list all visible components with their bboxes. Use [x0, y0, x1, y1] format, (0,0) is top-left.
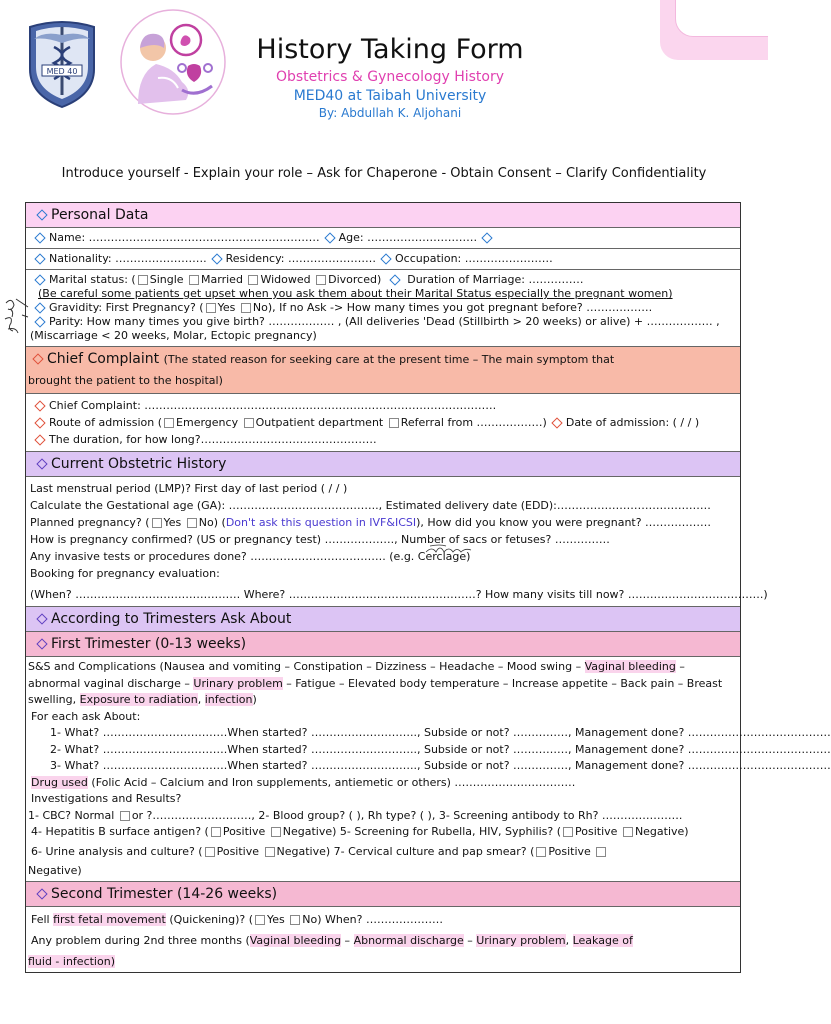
logo-text: MED 40 — [46, 67, 78, 76]
diamond-icon — [34, 274, 45, 285]
diamond-icon — [34, 302, 45, 313]
investigations-label: Investigations and Results? — [31, 792, 182, 805]
gravidity-no-checkbox[interactable] — [241, 303, 251, 313]
section-title: Current Obstetric History — [51, 456, 227, 472]
symptoms-list: S&S and Complications (Nausea and vomiting – Constipation – Dizziness – Headache – Mood swing – Vaginal bleeding – abnormal vaginal discharge – Urinary problem – Fatigue – Elevated body temperature – Increase appetite – Back pain – Breast swelling, Exposure to radiation, infection) — [28, 660, 723, 706]
occupation-field[interactable]: Occupation: …………………… — [395, 252, 553, 265]
diamond-icon — [34, 253, 45, 264]
first-trimester-block: S&S and Complications (Nausea and vomiting – Constipation – Dizziness – Headache – Mood swing – Vaginal bleeding – abnormal vaginal discharge – Urinary problem – Fatigue – Elevated body temperature – Increase appetite – Back pain – Breast swelling, Exposure to radiation, infection) For each ask About: 1- What? …………………………….When started? ……………………….., Subside or not? ……………, Management done? ………………………………… 2- What? …………………………….When started? ……………………….., Subside or not? ……………, Management done? ………………………………… 3- What? …………………………….When started? ……………………….., Subside or not? ……………, Management done? ………………………………… Drug used (Folic Acid – Calcium and Iron supplements, antiemetic or others) …………………………… Investigations and Results? 1- CBC? Normal or ?………………………, 2- Blood group? ( ), Rh type? ( ), 3- Screening antibody to Rh? …………………. 4- Hepatitis B surface antigen? ( Positive Negative) 5- Screening for Rubella, HIV, Syphilis? ( Positive Negative) 6- Urine analysis and culture? ( Positive Negative) 7- Cervical culture and pap smear? ( Positive Negative) — [26, 657, 740, 882]
corner-decoration — [658, 0, 768, 62]
section-title: Personal Data — [51, 207, 149, 223]
quickening-yes-checkbox[interactable] — [255, 915, 265, 925]
urine-positive-checkbox[interactable] — [205, 847, 215, 857]
age-field[interactable]: Age: ………………………… — [338, 231, 478, 244]
diamond-icon — [324, 232, 335, 243]
emergency-checkbox[interactable] — [164, 418, 174, 428]
symptom-item-field[interactable]: 2- What? …………………………….When started? ……………………….., Subside or not? ……………, Management done? ………………………………… — [50, 742, 831, 756]
section-current-obstetric-history — [26, 452, 740, 477]
referral-checkbox[interactable] — [389, 418, 399, 428]
pap-positive-checkbox[interactable] — [536, 847, 546, 857]
author: By: Abdullah K. Aljohani — [318, 106, 462, 120]
chief-complaint-block: Chief Complaint: …………………………………………………………………………………… Route of admission ( Emergency Outpatient department Referral from ………………) Date of admission: ( / / ) The duration, for how long?………………………………………… — [26, 394, 740, 452]
diamond-icon — [36, 613, 47, 624]
investigations-field[interactable]: or ?………………………, 2- Blood group? ( ), Rh type? ( ), 3- Screening antibody to Rh? …………………. — [131, 808, 683, 822]
name-age-row — [26, 228, 740, 249]
duration-field[interactable]: The duration, for how long?………………………………………… — [49, 433, 377, 446]
quickening-no-checkbox[interactable] — [290, 915, 300, 925]
second-trimester-block: Fell first fetal movement (Quickening)? ( Yes No) When? ………………… Any problem during 2nd three months (Vaginal bleeding – Abnormal discharge – Urinary problem, Leakage of fluid - infection) — [28, 913, 633, 968]
name-field[interactable]: Name: ……………………………………………………… — [49, 231, 320, 244]
nationality-row — [26, 249, 740, 270]
fluid-infection-label: fluid - infection) — [28, 955, 115, 968]
current-obstetric-block: Last menstrual period (LMP)? First day of last period ( / / ) Calculate the Gestational age (GA): ………………………………….., Estimated delivery date (EDD):…………………………………… Planned pregnancy? ( Yes No) (Don't ask this question in IVF&ICSI), How did you know you were pregnant? ……………… How is pregnancy confirmed? (US or pregnancy test) ………………., Number of sacs or fetuses? …………… Any invasive tests or procedures done? ………………………………. (e.g. Cerclage) Booking for pregnancy evaluation: (When? ……………………………………… Where? ……………………………………………? How many visits till now? ……………………………….) — [26, 477, 740, 607]
diamond-icon — [36, 638, 47, 649]
diamond-icon — [34, 232, 45, 243]
diamond-icon — [34, 400, 45, 411]
section-title: Second Trimester (14-26 weeks) — [51, 886, 278, 902]
diamond-icon — [36, 209, 47, 220]
negative-label: Negative) — [28, 863, 82, 877]
residency-field[interactable]: Residency: …………………… — [225, 252, 377, 265]
miscarriage-note: (Miscarriage < 20 weeks, Molar, Ectopic pregnancy) — [30, 329, 317, 342]
gravidity-yes-checkbox[interactable] — [206, 303, 216, 313]
section-personal-data — [26, 203, 740, 228]
section-title: First Trimester (0-13 weeks) — [51, 636, 247, 652]
symptom-item-field[interactable]: 3- What? …………………………….When started? ……………………….., Subside or not? ……………, Management done? ………………………………… — [50, 759, 831, 772]
section-trimesters — [26, 607, 740, 632]
gravidity-field[interactable]: No), If no Ask -> How many times you got pregnant before? ……………… — [252, 301, 653, 314]
parity-field[interactable]: Parity: How many times you give birth? ……………… , (All deliveries 'Dead (Stillbirth > 20 weeks) or alive) + ……………… , — [49, 315, 720, 328]
nationality-field[interactable]: Nationality: ……………………. — [49, 252, 207, 265]
symptom-item-field[interactable]: 1- What? …………………………….When started? ……………………….., Subside or not? ……………, Management done? ………………………………… — [50, 726, 831, 739]
booking-field[interactable]: (When? ……………………………………… Where? ……………………………………………? How many visits till now? ……………………………….) — [30, 588, 768, 601]
diamond-icon — [34, 434, 45, 445]
diamond-icon — [389, 274, 400, 285]
institution: MED40 at Taibah University — [293, 88, 487, 104]
ga-field[interactable]: Calculate the Gestational age (GA): ………………………………….., Estimated delivery date (EDD):…………………………………… — [30, 499, 711, 512]
married-checkbox[interactable] — [189, 275, 199, 285]
lmp-field[interactable]: Last menstrual period (LMP)? First day of last period ( / / ) — [30, 482, 348, 495]
page-title: History Taking Form — [256, 34, 524, 65]
divorced-checkbox[interactable] — [316, 275, 326, 285]
invasive-field[interactable]: Any invasive tests or procedures done? ………………………………. (e.g. Cerclage) — [30, 550, 471, 563]
referral-field[interactable]: Referral from ………………) — [400, 416, 547, 429]
history-form — [25, 202, 831, 973]
diamond-icon — [36, 888, 47, 899]
outpatient-checkbox[interactable] — [244, 418, 254, 428]
quickening-field[interactable]: No) When? ………………… — [302, 913, 443, 926]
confirmed-field[interactable]: How is pregnancy confirmed? (US or pregnancy test) ………………., Number of sacs or fetuses? …………… — [30, 533, 610, 546]
diamond-icon — [36, 458, 47, 469]
diamond-icon — [380, 253, 391, 264]
cbc-normal-checkbox[interactable] — [120, 811, 130, 821]
section-second-trimester — [26, 882, 740, 907]
diamond-icon — [481, 232, 492, 243]
marital-block: Marital status: ( Single Married Widowed Divorced) Duration of Marriage: …………… (Be careful some patients get upset when you ask them about their Marital Status especially the pregnant women) Gravidity: First Pregnancy? ( Yes No), If no Ask -> How many times you got pregnant before? ……………… Parity: How many times you give birth? ……………… , (All deliveries 'Dead (Stillbirth > 20 weeks) or alive) + ……………… , (Miscarriage < 20 weeks, Molar, Ectopic pregnancy) — [26, 270, 740, 347]
diamond-icon — [551, 417, 562, 428]
section-title: According to Trimesters Ask About — [51, 611, 292, 627]
rubella-negative-checkbox[interactable] — [623, 827, 633, 837]
diamond-icon — [34, 417, 45, 428]
rubella-positive-checkbox[interactable] — [563, 827, 573, 837]
chief-complaint-field[interactable]: Chief Complaint: …………………………………………………………………………………… — [49, 399, 497, 412]
duration-of-marriage-field[interactable]: Duration of Marriage: …………… — [407, 273, 584, 286]
ivf-note: Don't ask this question in IVF&ICSI — [225, 516, 417, 529]
pap-negative-checkbox[interactable] — [596, 847, 606, 857]
single-checkbox[interactable] — [138, 275, 148, 285]
page-subtitle: Obstetrics & Gynecology History — [275, 69, 504, 85]
diamond-icon — [211, 253, 222, 264]
intro-instructions: Introduce yourself - Explain your role – Ask for Chaperone - Obtain Consent – Clarify Confidentiality — [61, 166, 707, 181]
diamond-icon — [34, 316, 45, 327]
section-title: Chief Complaint — [47, 351, 160, 367]
booking-label: Booking for pregnancy evaluation: — [30, 567, 220, 580]
hbsag-positive-checkbox[interactable] — [211, 827, 221, 837]
drug-used-field[interactable]: Drug used (Folic Acid – Calcium and Iron supplements, antiemetic or others) …………………………… — [31, 775, 576, 789]
marital-warning: (Be careful some patients get upset when you ask them about their Marital Status especially the pregnant women) — [38, 287, 673, 300]
urine-negative-checkbox[interactable] — [265, 847, 275, 857]
planned-no-checkbox[interactable] — [187, 518, 197, 528]
med40-logo — [24, 17, 100, 109]
hbsag-negative-checkbox[interactable] — [271, 827, 281, 837]
section-first-trimester — [26, 632, 740, 657]
section-chief-complaint: Chief Complaint (The stated reason for seeking care at the present time – The main symptom that brought the patient to the hospital) — [26, 347, 740, 394]
admission-date-field[interactable]: Date of admission: ( / / ) — [565, 416, 700, 429]
planned-yes-checkbox[interactable] — [152, 518, 162, 528]
diamond-icon — [32, 353, 43, 364]
for-each-label: For each ask About: — [31, 709, 141, 723]
widowed-checkbox[interactable] — [248, 275, 258, 285]
pregnancy-knowledge-field[interactable]: ), How did you know you were pregnant? ……………… — [416, 516, 712, 529]
